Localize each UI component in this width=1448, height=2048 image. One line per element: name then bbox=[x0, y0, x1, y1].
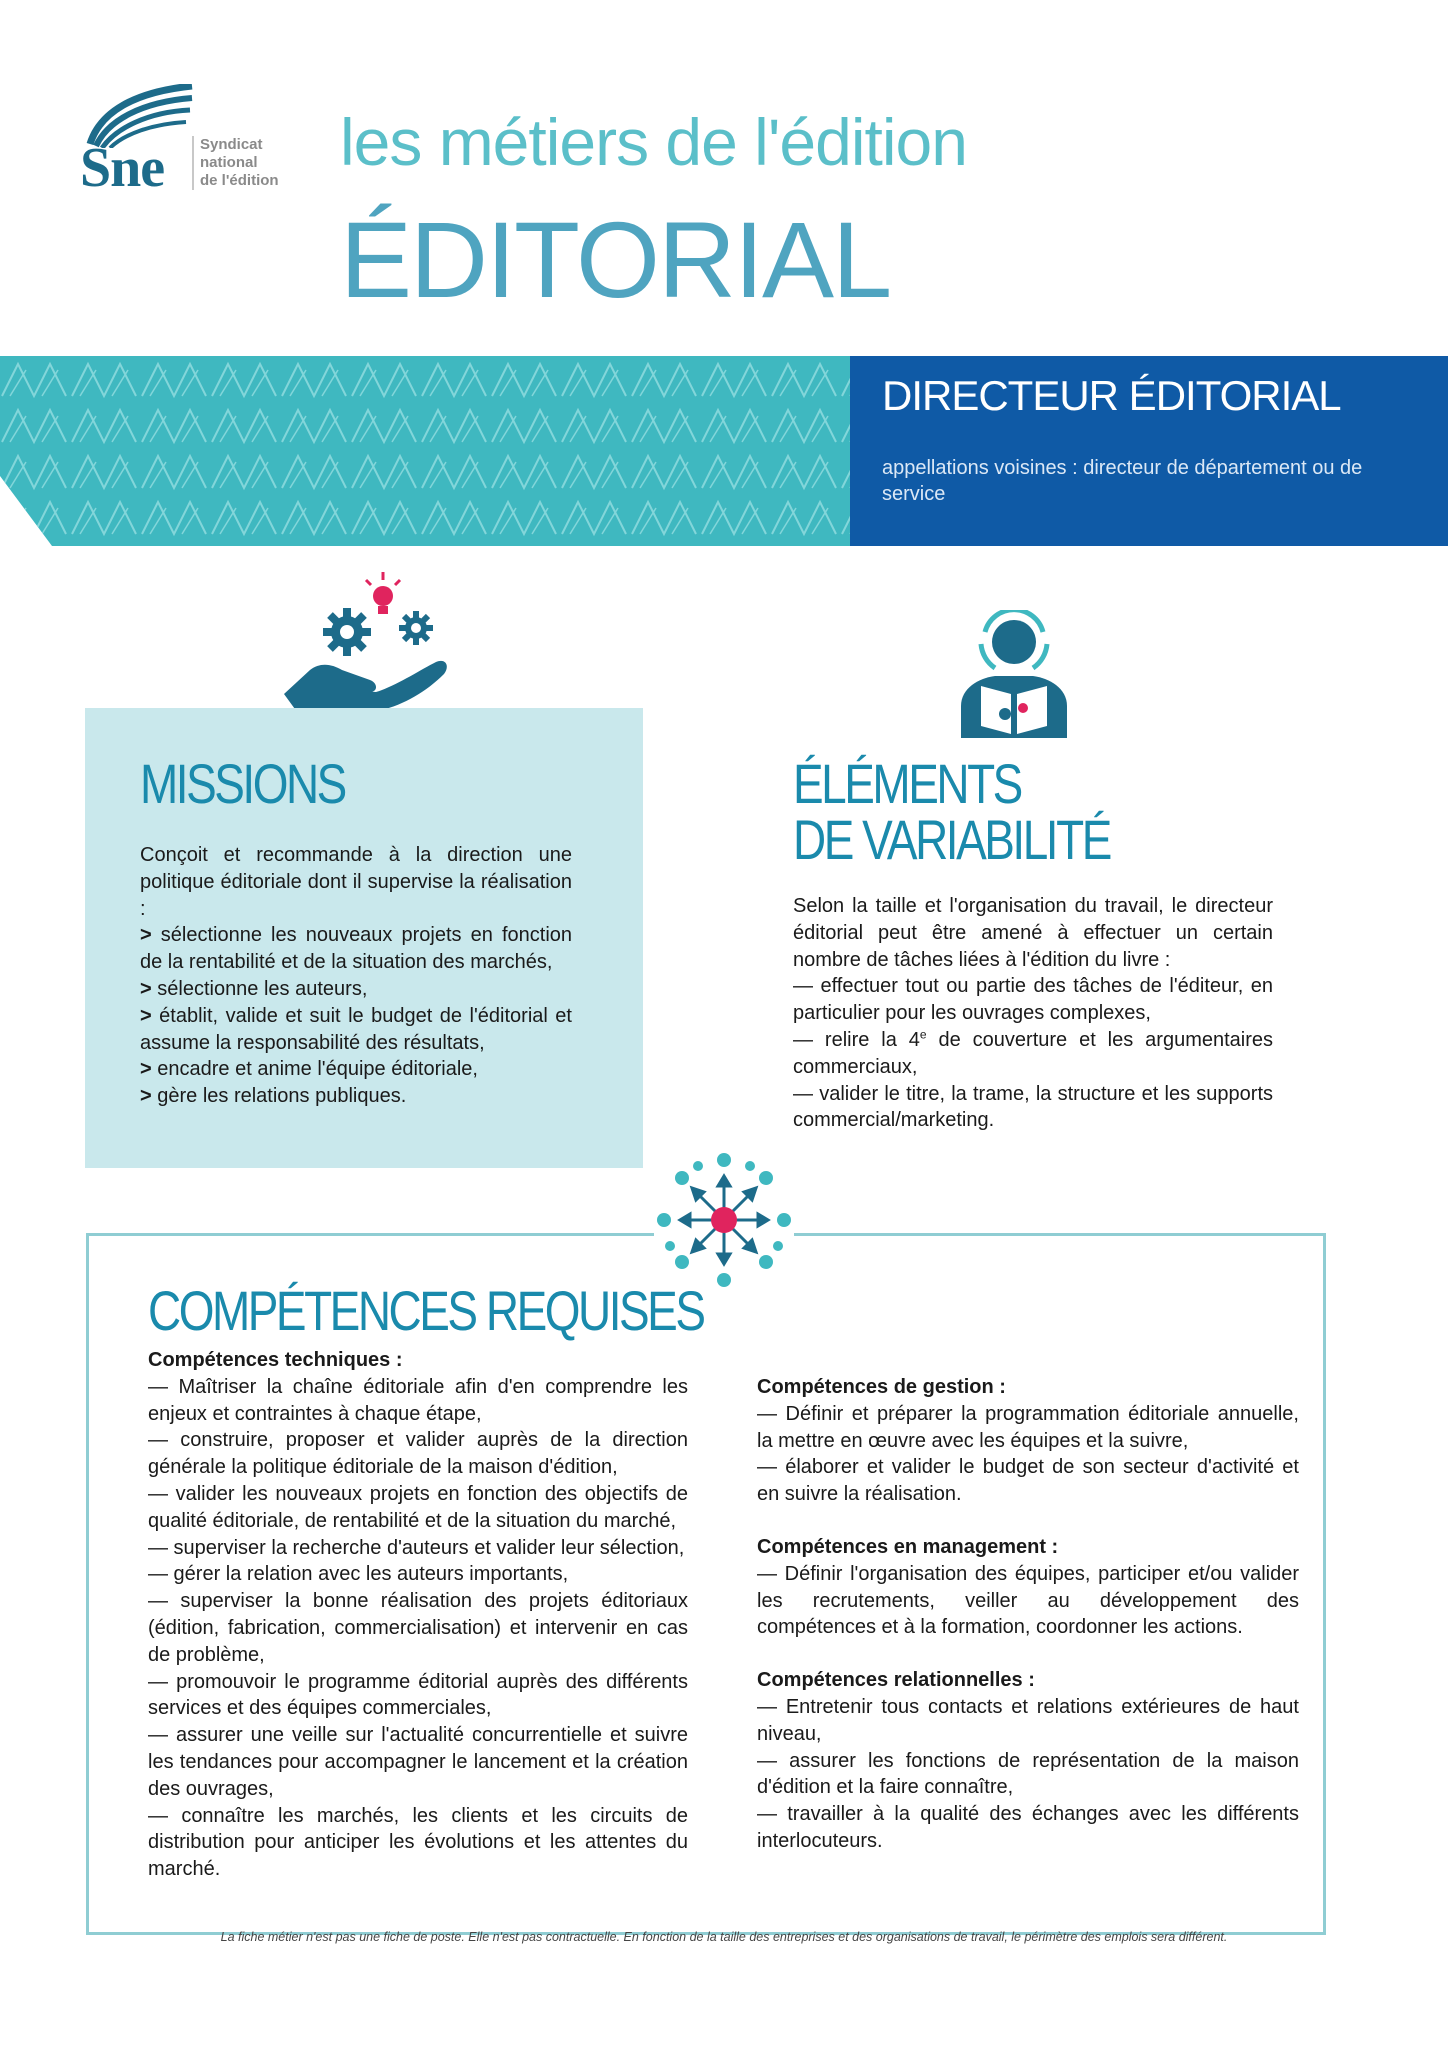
competence-item: — gérer la relation avec les auteurs importants, bbox=[148, 1563, 569, 1586]
competence-item: — superviser la recherche d'auteurs et valider leur sélection, bbox=[148, 1536, 685, 1559]
variabilite-item: — effectuer tout ou partie des tâches de l'éditeur, en particulier pour les ouvrages complexes, bbox=[793, 975, 1273, 1025]
logo-word: Sne bbox=[80, 137, 165, 199]
chevron-pattern-icon bbox=[0, 356, 850, 546]
hand-gears-bulb-icon bbox=[280, 566, 452, 716]
bullet-marker: > bbox=[140, 1085, 152, 1108]
competence-item: — connaître les marchés, les clients et les circuits de distribution pour anticiper les évolutions et les attentes du marché. bbox=[148, 1804, 688, 1881]
bullet-marker: > bbox=[140, 924, 152, 947]
competence-item: — superviser la bonne réalisation des projets éditoriaux (édition, fabrication, commercialisation) et intervenir en cas de problème, bbox=[148, 1590, 688, 1666]
bullet-marker: > bbox=[140, 977, 152, 1000]
spacer bbox=[757, 1508, 1299, 1534]
logo-line: de l'édition bbox=[200, 172, 279, 189]
variabilite-text bbox=[793, 893, 1273, 1134]
competence-item: — assurer une veille sur l'actualité concurrentielle et suivre les tendances pour accompagner le lancement et la création des ouvrages, bbox=[148, 1724, 688, 1800]
job-alias: appellations voisines : directeur de département ou de service bbox=[882, 457, 1363, 505]
variabilite-item: — valider le titre, la trame, la structure et les supports commercial/marketing. bbox=[793, 1082, 1273, 1132]
mission-item: établit, valide et suit le budget de l'éditorial et assume la responsabilité des résultats, bbox=[140, 1004, 572, 1054]
section-title: ÉDITORIAL bbox=[340, 199, 891, 320]
superscript: e bbox=[919, 1027, 927, 1042]
competence-item: — construire, proposer et valider auprès de la direction générale la politique éditoriale de la maison d'édition, bbox=[148, 1429, 688, 1479]
mission-item: sélectionne les nouveaux projets en fonction de la rentabilité et de la situation des marchés, bbox=[140, 924, 573, 974]
logo-subtitle bbox=[192, 136, 279, 190]
network-arrows-icon bbox=[654, 1150, 794, 1290]
missions-text bbox=[140, 842, 572, 1110]
mission-item: gère les relations publiques. bbox=[157, 1085, 407, 1108]
competences-right-column bbox=[757, 1374, 1299, 1855]
competences-title: COMPÉTENCES REQUISES bbox=[148, 1279, 704, 1342]
missions-title: MISSIONS bbox=[140, 752, 345, 815]
variabilite-intro: Selon la taille et l'organisation du travail, le directeur éditorial peut être amené à effectuer un certain nombre de tâches liées à l'édition du livre : bbox=[793, 895, 1273, 971]
logo-line: Syndicat bbox=[200, 136, 263, 153]
variabilite-title-line: ÉLÉMENTS bbox=[793, 752, 1021, 815]
competences-techniques bbox=[148, 1347, 688, 1883]
mission-item: encadre et anime l'équipe éditoriale, bbox=[157, 1058, 478, 1081]
competences-head: Compétences en management : bbox=[757, 1535, 1059, 1558]
competence-item: — promouvoir le programme éditorial auprès des différents services et des équipes commerciales, bbox=[148, 1670, 688, 1720]
competence-item: — Définir et préparer la programmation éditoriale annuelle, la mettre en œuvre avec les équipes et la suivre, bbox=[757, 1402, 1299, 1452]
competence-item: — élaborer et valider le budget de son secteur d'activité et en suivre la réalisation. bbox=[757, 1456, 1299, 1506]
missions-intro: Conçoit et recommande à la direction une politique éditoriale dont il supervise la réalisation : bbox=[140, 844, 572, 920]
competence-item: — Définir l'organisation des équipes, participer et/ou valider les recrutements, veiller au développement des compétences et à la formation, coordonner les actions. bbox=[757, 1562, 1299, 1639]
competence-item: — valider les nouveaux projets en fonction des objectifs de qualité éditoriale, de rentabilité et de la situation du marché, bbox=[148, 1482, 688, 1532]
competence-item: — Entretenir tous contacts et relations extérieures de haut niveau, bbox=[757, 1695, 1299, 1745]
competences-head: Compétences de gestion : bbox=[757, 1376, 1006, 1398]
banner-pattern bbox=[0, 356, 850, 546]
series-title: les métiers de l'édition bbox=[340, 105, 967, 179]
variabilite-item-rest: de couverture et les argumentaires commerciaux, bbox=[793, 1028, 1274, 1078]
spacer bbox=[757, 1641, 1299, 1667]
logo-line: national bbox=[200, 154, 258, 171]
bullet-marker: > bbox=[140, 1004, 152, 1027]
competence-item: — Maîtriser la chaîne éditoriale afin d'en comprendre les enjeux et contraintes à chaque étape, bbox=[148, 1375, 688, 1425]
footer-disclaimer: La fiche métier n'est pas une fiche de poste. Elle n'est pas contractuelle. En fonction de la taille des entreprises et des organisations de travail, le périmètre des emplois sera différent. bbox=[220, 1930, 1228, 1944]
missions-icon-wrap bbox=[280, 566, 452, 716]
competence-item: — travailler à la qualité des échanges avec les différents interlocuteurs. bbox=[757, 1803, 1299, 1852]
variabilite-title-line: DE VARIABILITÉ bbox=[793, 808, 1110, 871]
bullet-marker: > bbox=[140, 1058, 152, 1081]
competences-icon-wrap bbox=[654, 1150, 794, 1290]
competence-item: — assurer les fonctions de représentation de la maison d'édition et la faire connaître, bbox=[757, 1749, 1299, 1799]
variabilite-icon-wrap bbox=[955, 610, 1073, 738]
variabilite-title bbox=[793, 752, 1110, 871]
competences-head: Compétences relationnelles : bbox=[757, 1669, 1035, 1692]
competences-head: Compétences techniques : bbox=[148, 1349, 403, 1371]
mission-item: sélectionne les auteurs, bbox=[157, 977, 368, 1000]
variabilite-item: — relire la 4 bbox=[793, 1028, 920, 1051]
person-reading-book-icon bbox=[955, 610, 1073, 738]
job-title: DIRECTEUR ÉDITORIAL bbox=[882, 372, 1341, 419]
